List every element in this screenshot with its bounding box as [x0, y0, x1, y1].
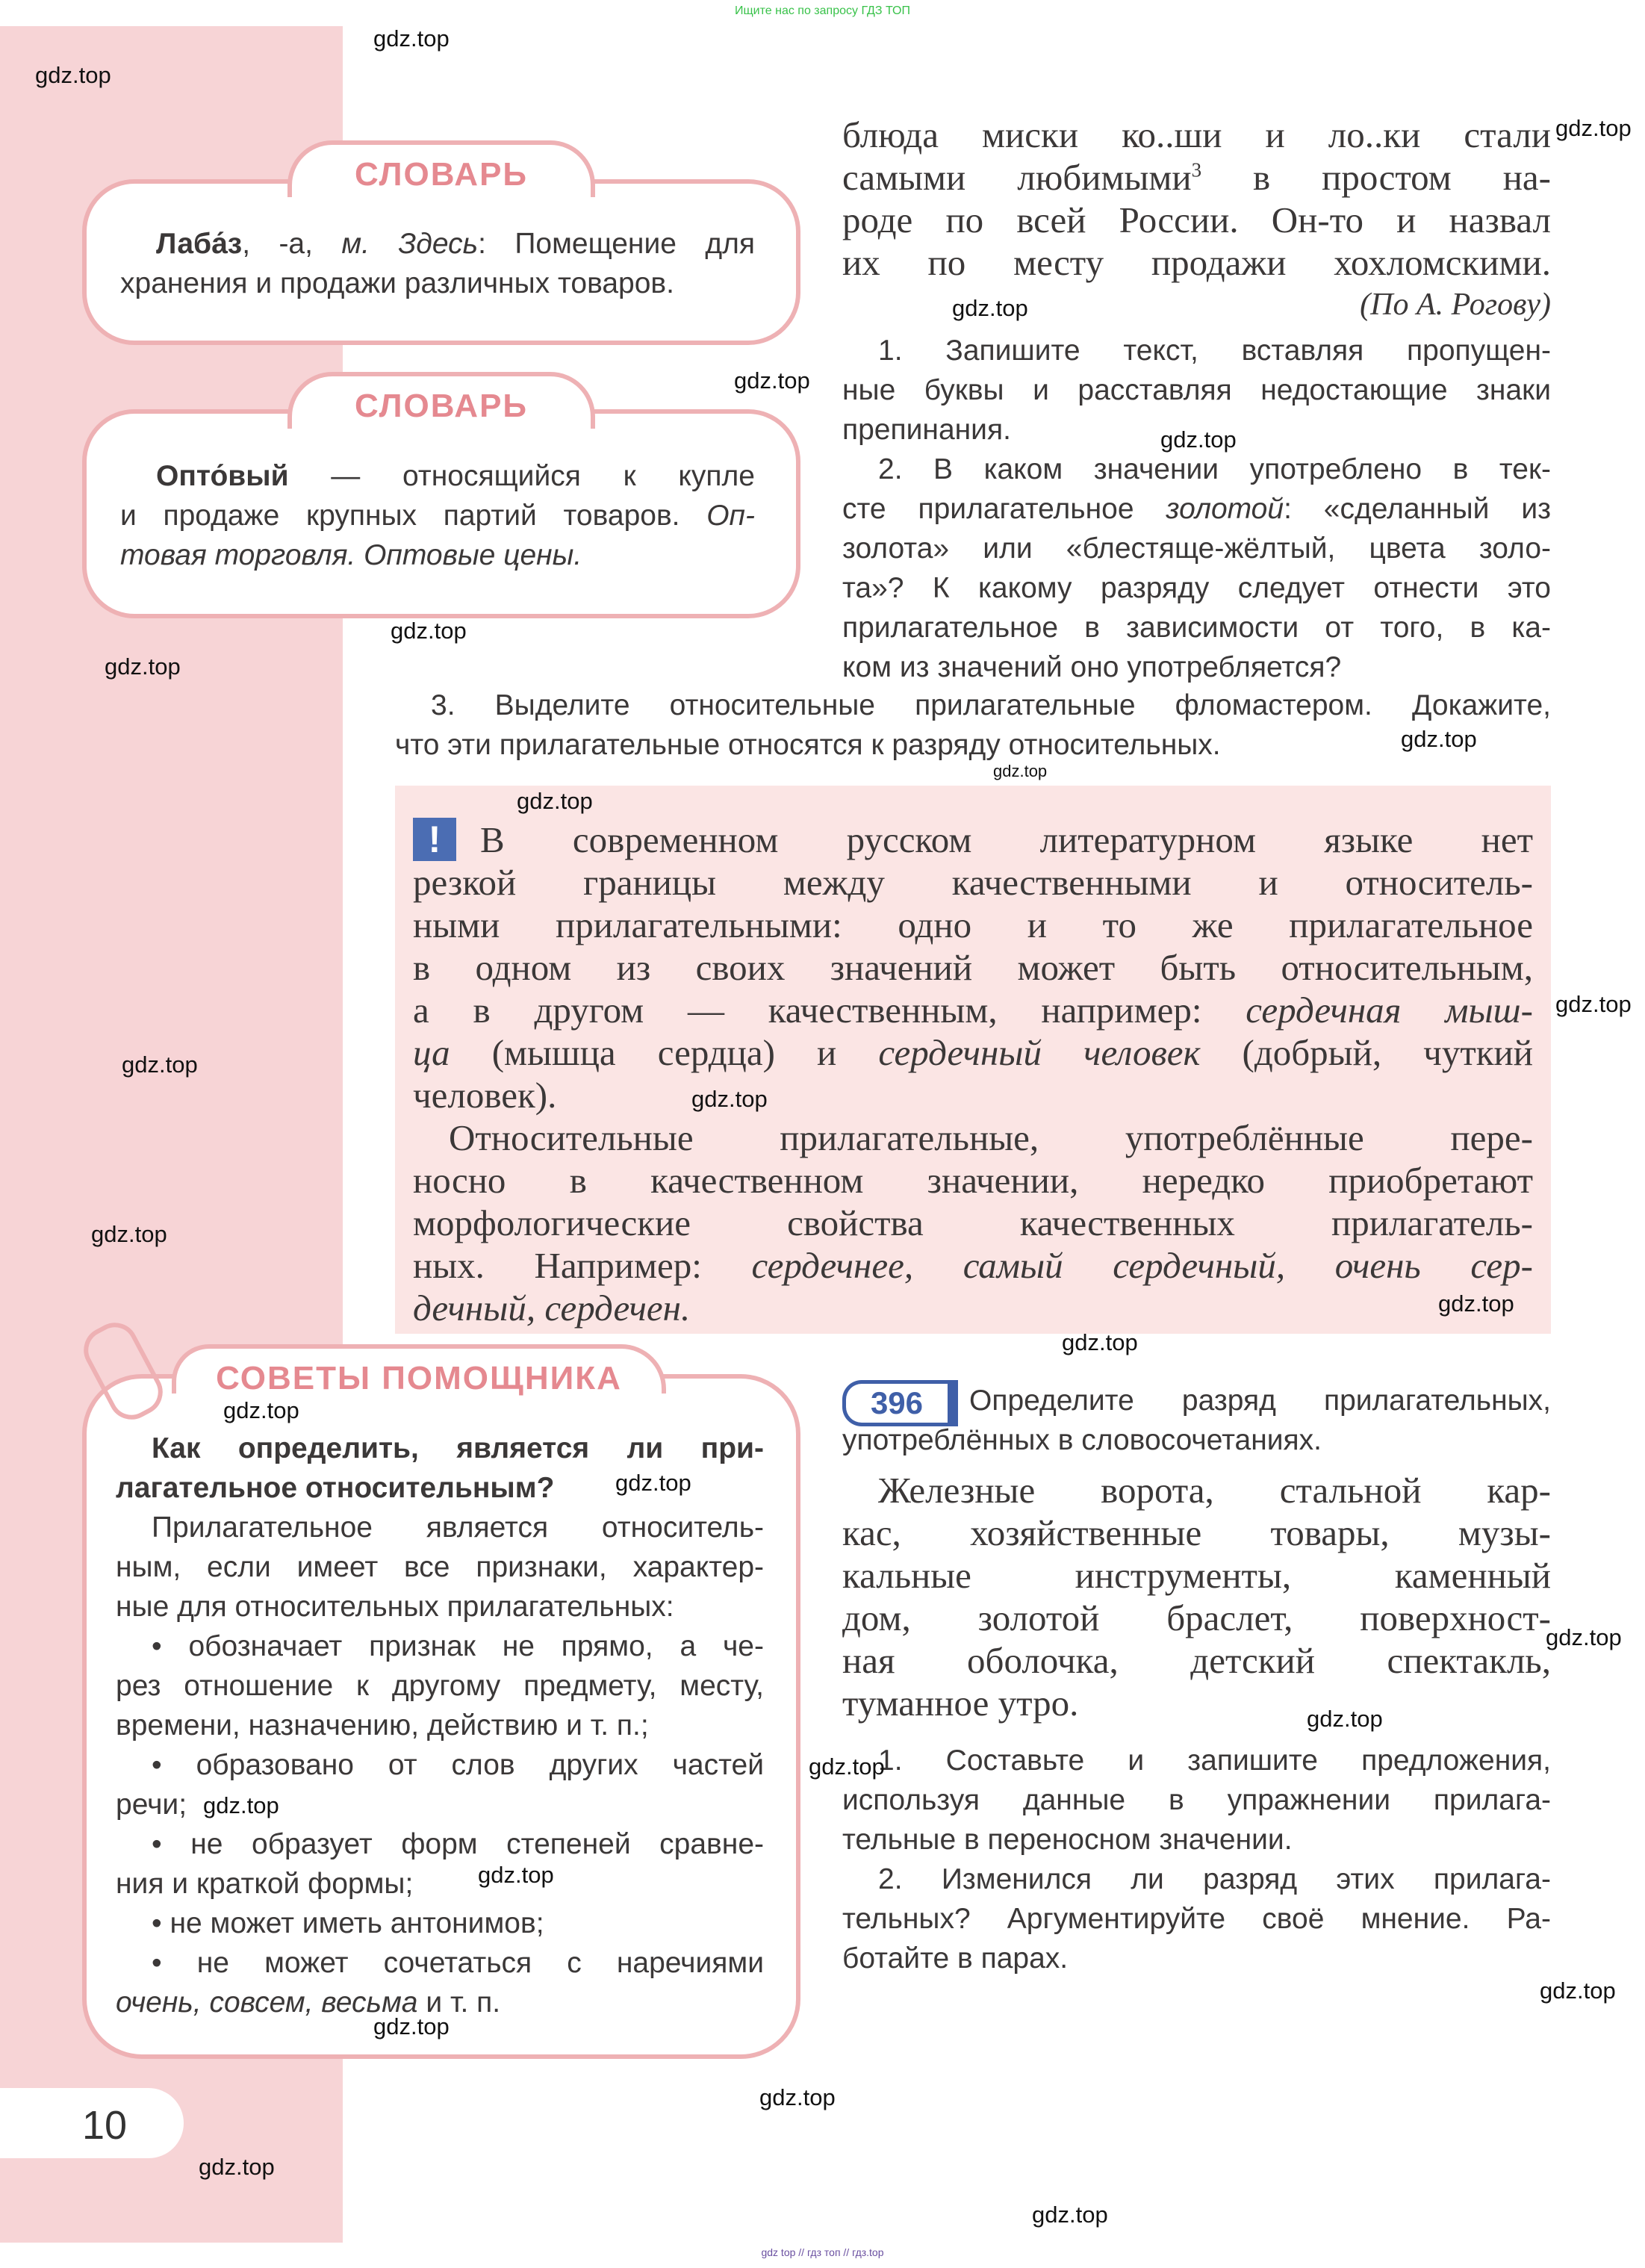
watermark: gdz.top	[952, 295, 1028, 321]
text-segment: человек).	[413, 1075, 557, 1116]
text-line	[842, 199, 1551, 241]
text-segment: ца	[413, 1032, 450, 1073]
text-segment: м. Здесь	[341, 228, 479, 260]
text-segment: ные для относительных прилагательных:	[116, 1591, 674, 1623]
text-line	[842, 370, 1551, 410]
watermark: gdz.top	[1540, 1977, 1616, 2004]
watermark: gdz.top	[1032, 2202, 1108, 2228]
text-line	[842, 647, 1551, 687]
exercise-tasks	[842, 1741, 1551, 1978]
text-segment: очень, совсем, весьма	[116, 1986, 418, 2019]
bottom-note: gdz top // гдз топ // гдз.top	[761, 2246, 884, 2258]
text-line	[842, 1780, 1551, 1820]
text-segment: • обозначает признак не прямо, а че-	[152, 1630, 764, 1662]
text-segment: используя данные в упражнении прилага-	[842, 1784, 1551, 1816]
text-segment: Определите разряд прилагательных,	[969, 1385, 1551, 1417]
text-line	[413, 946, 1533, 989]
text-segment: ботайте в парах.	[842, 1942, 1069, 1975]
text-segment: в одном из своих значений может быть относительным,	[413, 947, 1533, 988]
text-line	[116, 1904, 764, 1943]
text-line	[116, 1508, 764, 1547]
watermark: gdz.top	[615, 1470, 691, 1496]
text-line	[116, 1745, 764, 1785]
top-note: Ищите нас по запросу ГДЗ ТОП	[735, 4, 910, 17]
text-segment: самыми любимыми	[842, 157, 1192, 198]
task-3	[395, 686, 1551, 765]
exercise-instruction	[842, 1381, 1551, 1460]
watermark: gdz.top	[478, 1862, 554, 1888]
exercise-number-badge: 396	[842, 1380, 958, 1426]
text-line	[116, 1864, 764, 1904]
text-segment: : Помещение для	[478, 228, 755, 260]
text-line	[842, 1597, 1551, 1639]
text-line	[842, 1381, 1551, 1420]
text-segment: 3. Выделите относительные прилагательные фломастером. Докажите,	[431, 689, 1551, 721]
text-segment: сердечнее, самый сердечный, очень сер-	[751, 1245, 1533, 1286]
watermark: gdz.top	[691, 1086, 768, 1112]
text-segment: и т. п.	[417, 1986, 501, 2019]
text-segment: Как определить, является ли при-	[152, 1432, 764, 1464]
watermark: gdz.top	[1160, 426, 1237, 453]
text-line	[395, 725, 1551, 765]
text-line	[395, 686, 1551, 725]
text-line	[116, 1587, 764, 1627]
watermark: gdz.top	[517, 788, 593, 814]
text-line	[842, 1420, 1551, 1460]
text-line	[413, 1074, 1533, 1116]
watermark: gdz.top	[734, 367, 810, 394]
watermark: gdz.top	[373, 2013, 450, 2039]
text-segment: та»? К какому разряду следует отнести это	[842, 572, 1551, 604]
tasks-list	[842, 331, 1551, 687]
tips-text	[116, 1429, 764, 2022]
watermark: gdz.top	[373, 25, 450, 52]
text-segment: дечный, сердечен.	[413, 1287, 691, 1329]
text-segment: ных. Например:	[413, 1245, 752, 1286]
watermark: gdz.top	[1062, 1329, 1138, 1355]
text-segment: что эти прилагательные относятся к разряду относительных.	[395, 729, 1221, 761]
text-segment: 2. В каком значении употреблено в тек-	[878, 453, 1551, 485]
text-segment: Прилагательное является относитель-	[152, 1512, 764, 1544]
text-segment: рез отношение к другому предмету, месту,	[116, 1670, 764, 1702]
text-line	[120, 456, 755, 496]
text-segment: носно в качественном значении, нередко приобретают	[413, 1160, 1533, 1201]
text-segment: • не образует форм степеней сравне-	[152, 1828, 764, 1860]
text-line	[842, 1682, 1551, 1724]
watermark: gdz.top	[105, 653, 181, 680]
exclamation-icon: !	[413, 818, 456, 861]
text-segment: Лаба́з	[156, 228, 243, 260]
text-segment: 2. Изменился ли разряд этих прилага-	[878, 1863, 1551, 1895]
dictionary-title: СЛОВАРЬ	[354, 388, 529, 424]
text-segment: резкой границы между качественными и относитель-	[413, 862, 1533, 903]
text-segment: в простом на-	[1201, 157, 1551, 198]
text-line	[842, 450, 1551, 489]
watermark: gdz.top	[1555, 991, 1632, 1017]
text-segment: дом, золотой браслет, поверхност-	[842, 1597, 1551, 1638]
text-segment: роде по всей России. Он-то и назвал	[842, 199, 1551, 240]
text-segment: времени, назначению, действию и т. п.;	[116, 1709, 649, 1742]
text-line	[842, 1469, 1551, 1512]
text-segment: ным, если имеет все признаки, характер-	[116, 1551, 764, 1583]
text-line	[842, 489, 1551, 529]
dictionary-title: СЛОВАРЬ	[354, 156, 529, 193]
text-segment: (мышца сердца) и	[450, 1032, 879, 1073]
watermark: gdz.top	[203, 1792, 279, 1818]
text-line	[413, 1116, 1533, 1159]
text-segment: а в другом — качественным, например:	[413, 989, 1246, 1031]
text-line	[842, 1899, 1551, 1939]
text-line	[842, 1939, 1551, 1978]
text-line	[120, 224, 755, 264]
text-line	[842, 1639, 1551, 1682]
text-segment: Железные ворота, стальной кар-	[878, 1470, 1551, 1511]
attribution: (По А. Рогову)	[1360, 288, 1551, 322]
text-line	[842, 1820, 1551, 1860]
text-line	[413, 1287, 1533, 1329]
watermark: gdz.top	[91, 1221, 167, 1247]
text-line	[413, 989, 1533, 1031]
text-line	[413, 861, 1533, 904]
text-segment: золота» или «блестяще-жёлтый, цвета золо-	[842, 532, 1551, 565]
text-segment: 1. Составьте и запишите предложения,	[878, 1745, 1551, 1777]
text-segment: В современном русском литературном языке нет	[480, 819, 1533, 860]
text-segment: Относительные прилагательные, употреблённые пере-	[449, 1117, 1533, 1158]
watermark: gdz.top	[1555, 115, 1632, 141]
watermark: gdz.top	[35, 62, 111, 88]
text-line	[413, 1159, 1533, 1202]
text-line	[842, 568, 1551, 608]
dictionary-tab-2	[287, 372, 595, 429]
text-segment: кас, хозяйственные товары, музы-	[842, 1512, 1551, 1553]
text-line	[413, 1202, 1533, 1244]
watermark: gdz.top	[1546, 1624, 1622, 1650]
text-segment: их по месту продажи хохломскими.	[842, 242, 1551, 283]
text-segment: тельных? Аргументируйте своё мнение. Ра-	[842, 1903, 1551, 1935]
text-segment: кальные инструменты, каменный	[842, 1555, 1551, 1596]
watermark: gdz.top	[1307, 1706, 1383, 1732]
text-segment: • не может иметь антонимов;	[152, 1907, 544, 1939]
text-segment: 1. Запишите текст, вставляя пропущен-	[878, 335, 1551, 367]
text-line	[116, 1666, 764, 1706]
exercise-phrases	[842, 1469, 1551, 1724]
text-segment: , -а,	[242, 228, 342, 260]
dictionary-2-text	[120, 456, 755, 575]
text-segment: ные буквы и расставляя недостающие знаки	[842, 374, 1551, 406]
text-segment: Оп-	[706, 500, 755, 532]
dictionary-tab-1	[287, 140, 595, 197]
text-line	[842, 331, 1551, 370]
text-line	[413, 1031, 1533, 1074]
text-segment: ными прилагательными: одно и то же прилагательное	[413, 904, 1533, 945]
text-segment: 3	[1191, 158, 1202, 181]
text-segment: — относящийся к купле	[288, 460, 755, 492]
text-line	[842, 1741, 1551, 1780]
watermark: gdz.top	[199, 2154, 275, 2180]
text-line	[116, 1429, 764, 1468]
text-line	[116, 1627, 764, 1666]
text-segment: морфологические свойства качественных прилагатель-	[413, 1202, 1533, 1243]
text-line	[116, 1547, 764, 1587]
text-segment: ная оболочка, детский спектакль,	[842, 1640, 1551, 1681]
text-excerpt	[842, 114, 1551, 284]
text-line	[413, 904, 1533, 946]
watermark: gdz.top	[1438, 1290, 1514, 1317]
text-line	[120, 535, 755, 575]
text-segment: сердечная мыш-	[1246, 989, 1533, 1031]
watermark: gdz.top	[993, 762, 1048, 780]
text-line	[413, 1244, 1533, 1287]
watermark: gdz.top	[759, 2084, 836, 2110]
text-segment: ния и краткой формы;	[116, 1868, 414, 1900]
text-line	[842, 241, 1551, 284]
text-segment: прилагательное в зависимости от того, в ка-	[842, 612, 1551, 644]
text-line	[413, 818, 1533, 861]
text-line	[842, 1860, 1551, 1899]
text-segment: хранения и продажи различных товаров.	[120, 267, 674, 299]
text-segment: употреблённых в словосочетаниях.	[842, 1424, 1322, 1456]
tips-title: СОВЕТЫ ПОМОЩНИКА	[216, 1360, 622, 1396]
text-line	[116, 1824, 764, 1864]
text-segment: (добрый, чуткий	[1200, 1032, 1533, 1073]
watermark: gdz.top	[122, 1051, 198, 1078]
text-segment: туманное утро.	[842, 1683, 1079, 1724]
page-number: 10	[82, 2103, 128, 2148]
text-line	[842, 1554, 1551, 1597]
text-segment: товая торговля. Оптовые цены.	[120, 539, 582, 571]
watermark: gdz.top	[391, 618, 467, 644]
watermark: gdz.top	[1401, 726, 1477, 752]
text-segment: золотой	[1166, 493, 1284, 525]
text-line	[116, 1943, 764, 1983]
text-segment: • не может сочетаться с наречиями	[152, 1947, 764, 1979]
dictionary-1-text	[120, 224, 755, 303]
text-segment: препинания.	[842, 414, 1011, 446]
text-segment: ком из значений оно употребляется?	[842, 651, 1342, 683]
text-segment: • образовано от слов других частей	[152, 1749, 764, 1781]
watermark: gdz.top	[223, 1397, 299, 1423]
text-line	[842, 608, 1551, 647]
text-line	[842, 114, 1551, 156]
text-line	[120, 264, 755, 303]
text-segment: тельные в переносном значении.	[842, 1824, 1293, 1856]
rule-text	[413, 818, 1533, 1329]
text-line	[116, 1706, 764, 1745]
text-segment: и продаже крупных партий товаров.	[120, 500, 707, 532]
text-line	[842, 156, 1551, 199]
text-line	[842, 1512, 1551, 1554]
text-line	[120, 496, 755, 535]
watermark: gdz.top	[809, 1753, 885, 1780]
text-segment: сте прилагательное	[842, 493, 1166, 525]
text-line	[842, 529, 1551, 568]
text-segment: речи;	[116, 1789, 187, 1821]
text-segment: : «сделанный из	[1284, 493, 1551, 525]
text-segment: Опто́вый	[156, 460, 289, 492]
tips-tab	[172, 1344, 666, 1394]
text-segment: сердечный человек	[878, 1032, 1201, 1073]
text-segment: лагательное относительным?	[116, 1472, 555, 1504]
text-segment: блюда миски ко..ши и ло..ки стали	[842, 114, 1551, 155]
